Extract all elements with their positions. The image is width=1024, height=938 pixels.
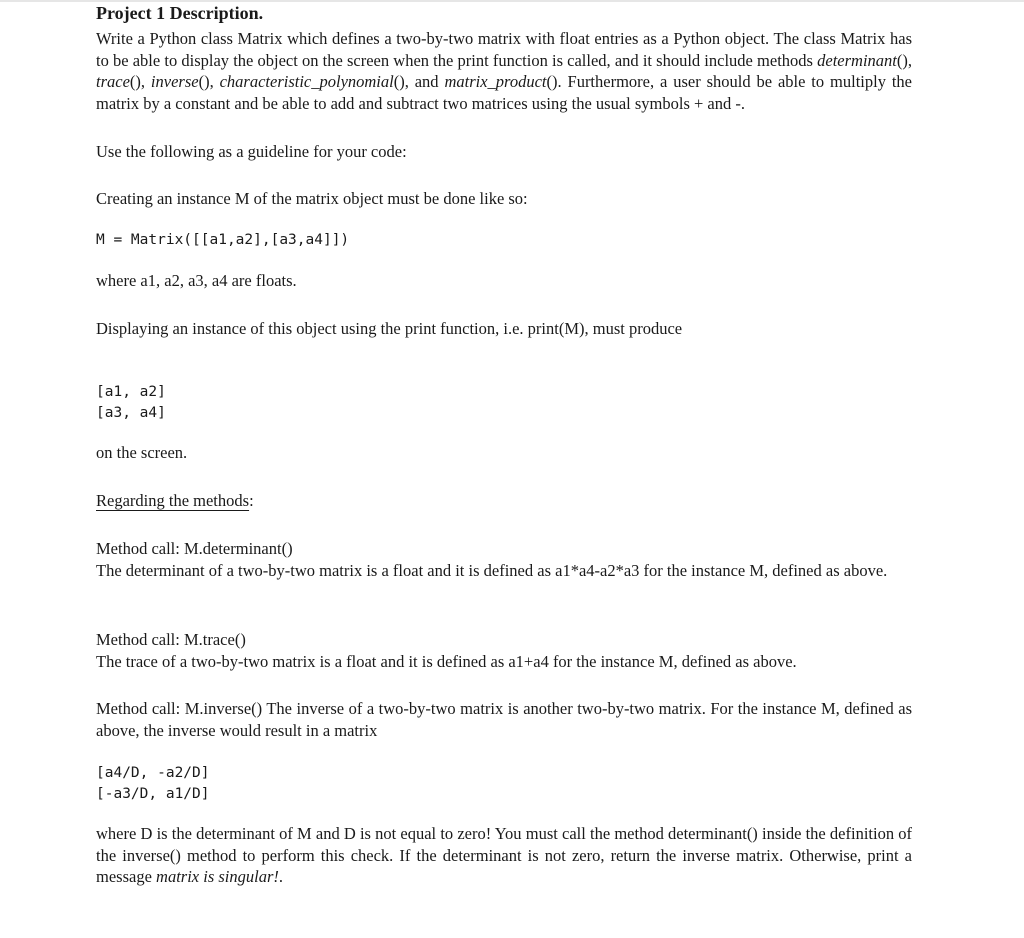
method-determinant: determinant: [817, 50, 897, 70]
print-output-line-2: [a3, a4]: [96, 405, 166, 421]
method-characteristic-polynomial: characteristic_polynomial: [219, 72, 394, 91]
trace-description: The trace of a two-by-two matrix is a float and it is defined as a1+a4 for the instance M, defined as above.: [96, 652, 797, 671]
trace-call: Method call: M.trace(): [96, 630, 246, 649]
methods-heading: Regarding the methods:: [96, 491, 254, 510]
determinant-call: Method call: M.determinant(): [96, 539, 293, 558]
guideline-text: Use the following as a guideline for your code:: [96, 142, 407, 161]
singular-message: matrix is singular!: [156, 867, 279, 886]
method-trace: trace: [96, 72, 130, 91]
determinant-description: The determinant of a two-by-two matrix is a float and it is defined as a1*a4-a2*a3 for the instance M, defined as above.: [96, 561, 888, 580]
inverse-check-paragraph: where D is the determinant of M and D is not equal to zero! You must call the method determinant() inside the definition of the inverse() method to perform this check. If the determinant is not zero, return the inverse matrix. Otherwise, print a message matrix is singular!.: [96, 824, 912, 886]
display-text: Displaying an instance of this object using the print function, i.e. print(M), must produce: [96, 319, 683, 338]
inverse-output-line-2: [-a3/D, a1/D]: [96, 786, 210, 802]
method-matrix-product: matrix_product: [444, 72, 547, 91]
print-output-line-1: [a1, a2]: [96, 384, 166, 400]
page-title: Project 1 Description.: [96, 3, 264, 23]
constructor-code: M = Matrix([[a1,a2],[a3,a4]]): [96, 232, 350, 248]
method-inverse: inverse: [150, 72, 199, 91]
inverse-description: Method call: M.inverse() The inverse of a two-by-two matrix is another two-by-two matrix. For the instance M, defined as above, the inverse would result in a matrix: [96, 699, 912, 740]
on-screen-text: on the screen.: [96, 443, 188, 462]
intro-paragraph: Write a Python class Matrix which defines a two-by-two matrix with float entries as a Python object. The class Matrix has to be able to display the object on the screen when the print function is called, and it should include methods determinant(), trace(), inverse(), characteristic_polynomial(), and matrix_product(). Furthermore, a user should be able to multiply the matrix by a constant and be able to add and subtract two matrices using the usual symbols + and -.: [96, 29, 912, 113]
creating-instance-text: Creating an instance M of the matrix object must be done like so:: [96, 189, 528, 208]
inverse-output-line-1: [a4/D, -a2/D]: [96, 765, 210, 781]
floats-note: where a1, a2, a3, a4 are floats.: [96, 271, 297, 290]
